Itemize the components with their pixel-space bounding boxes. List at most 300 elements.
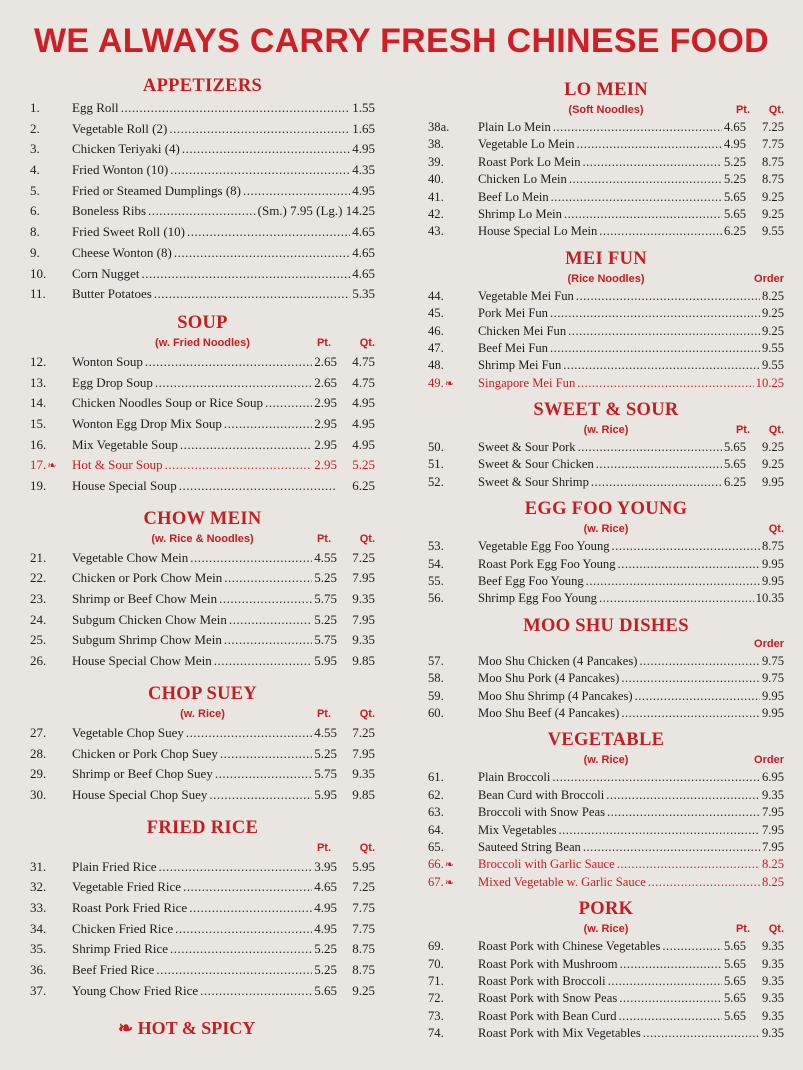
price-large: 8.75: [352, 962, 375, 977]
menu-item: [428, 474, 784, 491]
item-number: 60.: [428, 705, 444, 720]
menu-item: [428, 1025, 784, 1042]
dot-leader: [220, 744, 312, 765]
dot-leader: [617, 856, 760, 873]
price-large: 7.75: [352, 899, 375, 915]
dot-leader: [576, 288, 760, 305]
item-name: Shrimp or Beef Chow Mein: [72, 591, 218, 607]
menu-item: [30, 352, 375, 373]
price-small: 4.95: [314, 899, 337, 915]
price-large: 4.75: [352, 374, 375, 390]
item-number: 74.: [428, 1026, 444, 1041]
menu-item: [30, 630, 375, 651]
item-name: Roast Pork with Mix Vegetables: [478, 1026, 641, 1041]
price-large: 4.75: [352, 353, 375, 369]
item-number: 67.❧: [428, 874, 454, 889]
price-large: 9.35: [352, 632, 375, 648]
price-large: 7.95: [352, 570, 375, 586]
price-small: 5.25: [723, 154, 746, 169]
dot-leader: [618, 556, 760, 573]
price-large: 9.35: [761, 1026, 784, 1041]
price-large: 10.25: [755, 375, 784, 390]
hot-pepper-icon: ❧: [444, 377, 454, 390]
item-number: 14.: [30, 395, 47, 411]
item-name: Roast Pork with Chinese Vegetables: [478, 939, 661, 954]
menu-item: [428, 154, 784, 171]
dot-leader: [155, 373, 312, 394]
menu-item: [428, 573, 784, 590]
dot-leader: [578, 439, 722, 456]
item-number: 70.: [428, 956, 444, 971]
item-number: 40.: [428, 172, 444, 187]
item-name: Moo Shu Chicken (4 Pancakes): [478, 653, 638, 668]
item-name: Roast Pork Lo Mein: [478, 154, 581, 169]
section-title: CHOP SUEY: [147, 683, 258, 704]
item-name: House Special Chop Suey: [72, 786, 208, 802]
dot-leader: [170, 160, 350, 181]
menu-item: [30, 610, 375, 631]
item-name: Mix Vegetable Soup: [72, 436, 178, 452]
section-appetizers: [30, 74, 375, 305]
item-name: Sauteed String Bean: [478, 839, 581, 854]
dot-leader: [145, 352, 312, 373]
item-number: 11.: [30, 286, 46, 302]
price-small: 4.65: [314, 879, 337, 895]
item-name: Shrimp or Beef Chop Suey: [72, 766, 213, 782]
price-small: 5.35: [352, 286, 375, 302]
price-small: 4.65: [352, 265, 375, 281]
price-small: 2.95: [314, 415, 337, 431]
item-number: 52.: [428, 474, 444, 489]
price-large: 8.75: [761, 154, 784, 169]
price-small: 5.25: [314, 611, 337, 627]
menu-item: [30, 160, 375, 181]
dot-leader: [621, 705, 760, 722]
menu-item: [30, 857, 375, 878]
price-large: 7.95: [761, 822, 784, 837]
section-title: SWEET & SOUR: [533, 400, 679, 421]
menu-item: [428, 956, 784, 973]
section-pork: [428, 897, 784, 1042]
price-small: 4.95: [723, 137, 746, 152]
item-number: 15.: [30, 415, 47, 431]
dot-leader: [224, 568, 312, 589]
item-number: 55.: [428, 574, 444, 589]
dot-leader: [550, 340, 760, 357]
price-small: 5.75: [314, 591, 337, 607]
menu-item: [428, 787, 784, 804]
dot-leader: [179, 476, 335, 497]
item-number: 50.: [428, 440, 444, 455]
menu-item: [428, 1008, 784, 1025]
menu-item: [30, 455, 375, 476]
item-number: 3.: [30, 141, 40, 157]
menu-item: [428, 856, 784, 873]
dot-leader: [568, 323, 760, 340]
menu-item: [428, 119, 784, 136]
item-name: House Special Chow Mein: [72, 653, 212, 669]
dot-leader: [224, 630, 312, 651]
dot-leader: [229, 610, 312, 631]
price-large: 9.95: [761, 688, 784, 703]
item-name: Mixed Vegetable w. Garlic Sauce: [478, 874, 646, 889]
menu-item: [428, 705, 784, 722]
price-large: 9.35: [352, 766, 375, 782]
menu-item: [30, 119, 375, 140]
item-name: Mix Vegetables: [478, 822, 557, 837]
item-name: Egg Drop Soup: [72, 374, 153, 390]
dot-leader: [170, 939, 312, 960]
item-name: Sweet & Sour Shrimp: [478, 474, 589, 489]
section-note: (w. Rice): [583, 424, 629, 437]
section-note: (w. Rice): [583, 923, 629, 936]
price-small: 6.25: [723, 474, 746, 489]
price-small: 1.55: [352, 100, 375, 115]
item-number: 31.: [30, 858, 47, 874]
dot-leader: [552, 769, 760, 786]
item-number: 25.: [30, 632, 47, 648]
item-number: 29.: [30, 766, 47, 782]
dot-leader: [577, 136, 722, 153]
item-name: Chicken Noodles Soup or Rice Soup: [72, 395, 264, 411]
price-small: 4.55: [314, 724, 337, 740]
item-name: Plain Lo Mein: [478, 120, 551, 134]
dot-leader: [551, 189, 722, 206]
price-large: 9.35: [761, 1008, 784, 1023]
item-number: 62.: [428, 787, 444, 802]
menu-item: [428, 456, 784, 473]
menu-item: [428, 990, 784, 1007]
item-name: Chicken Lo Mein: [478, 172, 567, 187]
menu-item: [428, 538, 784, 555]
section-chow-mein: [30, 507, 375, 672]
section-title: EGG FOO YOUNG: [524, 499, 688, 520]
menu-item: [30, 981, 375, 1002]
section-subheader: [428, 636, 784, 653]
column-header-2: Order: [754, 754, 784, 767]
menu-item: [428, 938, 784, 955]
price-small: 6.25: [723, 224, 746, 239]
item-name: Wonton Soup: [72, 353, 143, 369]
column-header-2: Qt.: [359, 336, 375, 349]
item-name: Shrimp Mei Fun: [478, 358, 562, 373]
item-name: Cheese Wonton (8): [72, 244, 172, 260]
section-vegetable: [428, 728, 784, 891]
dot-leader: [148, 201, 256, 222]
price-large: 9.55: [761, 340, 784, 355]
price-large: 9.35: [761, 973, 784, 988]
section-subheader: [428, 752, 784, 769]
menu-item: [30, 939, 375, 960]
dot-leader: [243, 181, 350, 202]
menu-item: [428, 357, 784, 374]
section-subheader: [428, 921, 784, 938]
item-number: 1.: [30, 100, 40, 115]
menu-item: [30, 785, 375, 806]
item-number: 12.: [30, 353, 47, 369]
dot-leader: [550, 305, 760, 322]
price-small: (Sm.) 7.95 (Lg.) 14.25: [257, 203, 375, 219]
item-number: 41.: [428, 189, 444, 204]
hot-spicy-label: HOT & SPICY: [137, 1018, 256, 1038]
dot-leader: [142, 264, 351, 285]
column-header-2: Qt.: [768, 923, 784, 936]
item-name: Roast Pork with Bean Curd: [478, 1008, 617, 1023]
item-name: House Special Lo Mein: [478, 224, 598, 239]
dot-leader: [265, 393, 312, 414]
item-name: Broccoli with Snow Peas: [478, 805, 605, 820]
menu-item: [428, 688, 784, 705]
price-large: 7.25: [352, 549, 375, 565]
dot-leader: [214, 651, 313, 672]
column-header-1: Pt.: [735, 424, 750, 437]
dot-leader: [174, 243, 350, 264]
menu-item: [428, 439, 784, 456]
item-number: 61.: [428, 770, 444, 785]
menu-item: [30, 568, 375, 589]
item-name: Vegetable Mei Fun: [478, 288, 574, 303]
menu-item: [30, 723, 375, 744]
menu-item: [30, 764, 375, 785]
price-large: 8.75: [761, 539, 784, 554]
price-large: 8.25: [761, 874, 784, 889]
hot-pepper-icon: ❧: [118, 1018, 134, 1038]
item-name: Beef Lo Mein: [478, 189, 549, 204]
price-small: 5.25: [314, 962, 337, 977]
menu-item: [30, 589, 375, 610]
item-number: 5.: [30, 182, 40, 198]
price-small: 5.65: [314, 982, 337, 998]
item-name: Shrimp Egg Foo Young: [478, 591, 597, 606]
price-large: 9.75: [761, 671, 784, 686]
menu-item: [428, 839, 784, 856]
section-subheader: [428, 271, 784, 288]
item-name: Vegetable Chow Mein: [72, 549, 189, 565]
price-large: 8.75: [352, 941, 375, 957]
price-small: 2.65: [314, 353, 337, 369]
section-subheader: [428, 422, 784, 439]
dot-leader: [553, 119, 722, 136]
dot-leader: [187, 222, 350, 243]
column-header-1: Pt.: [316, 532, 331, 545]
menu-item: [428, 973, 784, 990]
dot-leader: [621, 670, 760, 687]
item-number: 65.: [428, 839, 444, 854]
dot-leader: [569, 171, 722, 188]
menu-item: [30, 393, 375, 414]
item-name: Young Chow Fried Rice: [72, 982, 199, 998]
price-large: 9.95: [761, 556, 784, 571]
dot-leader: [648, 874, 760, 891]
item-name: Plain Fried Rice: [72, 858, 157, 874]
section-soup: [30, 311, 375, 497]
price-large: 9.25: [761, 323, 784, 338]
item-number: 66.❧: [428, 857, 454, 872]
item-number: 49.❧: [428, 375, 454, 390]
item-name: Boneless Ribs: [72, 203, 147, 219]
item-number: 57.: [428, 653, 444, 668]
item-name: Shrimp Lo Mein: [478, 206, 562, 221]
price-large: 7.95: [761, 839, 784, 854]
menu-item: [428, 171, 784, 188]
price-large: 5.25: [352, 457, 375, 473]
menu-item: [428, 670, 784, 687]
menu-item: [30, 877, 375, 898]
column-header-2: Qt.: [359, 707, 375, 720]
item-number: 24.: [30, 611, 47, 627]
menu-item: [30, 222, 375, 243]
price-large: 5.95: [352, 858, 375, 874]
menu-item: [30, 98, 375, 119]
item-name: Chicken Fried Rice: [72, 920, 174, 936]
item-number: 37.: [30, 982, 47, 998]
item-number: 45.: [428, 306, 444, 321]
price-large: 9.25: [761, 457, 784, 472]
dot-leader: [583, 839, 760, 856]
dot-leader: [583, 154, 722, 171]
price-small: 5.65: [723, 1008, 746, 1023]
item-name: Egg Roll: [72, 100, 119, 115]
item-name: Moo Shu Beef (4 Pancakes): [478, 705, 620, 720]
dot-leader: [577, 375, 753, 392]
dot-leader: [612, 538, 760, 555]
column-header-2: Qt.: [359, 841, 375, 854]
section-subheader: [428, 521, 784, 538]
section-title: VEGETABLE: [547, 730, 665, 751]
item-name: Shrimp Fried Rice: [72, 941, 169, 957]
menu-item: [428, 189, 784, 206]
price-small: 5.65: [723, 206, 746, 221]
price-large: 4.95: [352, 436, 375, 452]
dot-leader: [599, 590, 754, 607]
price-small: 5.65: [723, 991, 746, 1006]
price-small: 5.65: [723, 440, 746, 455]
item-name: Hot & Sour Soup: [72, 457, 163, 473]
item-name: Beef Mei Fun: [478, 340, 548, 355]
price-large: 9.25: [761, 206, 784, 221]
dot-leader: [215, 764, 312, 785]
item-name: Bean Curd with Broccoli: [478, 787, 605, 802]
price-large: 9.95: [761, 574, 784, 589]
item-name: Roast Pork Egg Foo Young: [478, 556, 616, 571]
item-number: 72.: [428, 991, 444, 1006]
price-small: 2.95: [314, 457, 337, 473]
section-subheader: [30, 706, 375, 723]
dot-leader: [180, 435, 312, 456]
item-name: Singapore Mei Fun: [478, 375, 576, 390]
column-header-1: Pt.: [316, 841, 331, 854]
dot-leader: [169, 119, 350, 140]
section-title: PORK: [578, 899, 634, 920]
section-chop-suey: [30, 682, 375, 806]
item-number: 47.: [428, 340, 444, 355]
menu-item: [428, 874, 784, 891]
item-name: Fried Sweet Roll (10): [72, 224, 186, 240]
price-small: 4.95: [352, 141, 375, 157]
dot-leader: [175, 919, 312, 940]
price-large: 9.75: [761, 653, 784, 668]
section-note: (Soft Noodles): [568, 104, 644, 116]
left-column: [30, 74, 375, 1001]
dot-leader: [183, 877, 312, 898]
item-name: Wonton Egg Drop Mix Soup: [72, 415, 222, 431]
dot-leader: [156, 960, 312, 981]
price-large: 7.75: [761, 137, 784, 152]
item-number: 64.: [428, 822, 444, 837]
section-note: (w. Rice & Noodles): [151, 532, 254, 545]
price-small: 4.95: [314, 920, 337, 936]
menu-item: [30, 744, 375, 765]
dot-leader: [564, 206, 722, 223]
price-small: 5.25: [314, 570, 337, 586]
section-subheader: [30, 531, 375, 548]
section-title: MOO SHU DISHES: [523, 615, 689, 636]
price-small: 4.35: [352, 162, 375, 178]
item-number: 26.: [30, 653, 47, 669]
price-small: 5.75: [314, 632, 337, 648]
price-large: 9.35: [761, 939, 784, 954]
dot-leader: [165, 455, 313, 476]
item-name: Vegetable Fried Rice: [72, 879, 182, 895]
price-small: 5.65: [723, 956, 746, 971]
item-name: Corn Nugget: [72, 265, 140, 281]
price-large: 7.75: [352, 920, 375, 936]
dot-leader: [620, 956, 722, 973]
dot-leader: [619, 990, 722, 1007]
dot-leader: [154, 284, 350, 305]
item-name: Roast Pork Fried Rice: [72, 899, 188, 915]
dot-leader: [607, 804, 760, 821]
hot-spicy-legend: [118, 1018, 255, 1039]
item-number: 23.: [30, 591, 47, 607]
item-number: 13.: [30, 374, 47, 390]
price-small: 5.25: [723, 172, 746, 187]
item-number: 6.: [30, 203, 40, 219]
item-number: 33.: [30, 899, 47, 915]
price-small: 5.65: [723, 189, 746, 204]
price-large: 7.25: [352, 724, 375, 740]
dot-leader: [619, 1008, 722, 1025]
item-name: Moo Shu Shrimp (4 Pancakes): [478, 688, 633, 703]
price-large: 9.55: [761, 358, 784, 373]
menu-item: [30, 284, 375, 305]
price-small: 4.65: [352, 224, 375, 240]
item-number: 58.: [428, 671, 444, 686]
item-number: 44.: [428, 288, 444, 303]
dot-leader: [662, 938, 722, 955]
hot-pepper-icon: ❧: [47, 460, 57, 473]
column-header-2: Qt.: [768, 424, 784, 437]
column-header-1: Pt.: [735, 923, 750, 936]
column-header-1: Pt.: [316, 336, 331, 349]
item-number: 39.: [428, 154, 444, 169]
price-large: 7.25: [761, 120, 784, 134]
dot-leader: [599, 223, 722, 240]
item-name: Broccoli with Garlic Sauce: [478, 857, 615, 872]
item-number: 59.: [428, 688, 444, 703]
section-title: APPETIZERS: [142, 76, 263, 96]
menu-item: [428, 804, 784, 821]
price-small: 1.65: [352, 120, 375, 136]
menu-item: [30, 414, 375, 435]
price-small: 5.25: [314, 745, 337, 761]
menu-item: [30, 139, 375, 160]
item-number: 35.: [30, 941, 47, 957]
price-small: 2.95: [314, 436, 337, 452]
menu-item: [428, 375, 784, 392]
dot-leader: [182, 139, 350, 160]
menu-item: [428, 288, 784, 305]
